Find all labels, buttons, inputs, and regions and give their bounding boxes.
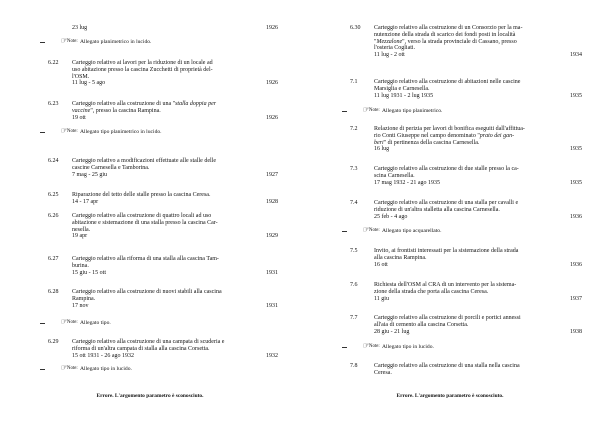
entry-line: Carteggio relativo alla costruzione di un Consorzio per la ma- [374, 25, 523, 31]
entry-year: 1928 [266, 198, 278, 205]
entry-line: Carteggio relativo a modificazioni effettuate alle stalle delle [72, 158, 216, 164]
entry-date: 11 lug - 5 ago [72, 80, 106, 87]
entry-line: "Mezzalone", verso la strada provinciale di Cassano, presso [374, 38, 517, 45]
note-hand-icon: ☞ [60, 36, 68, 45]
note-text: Allegato planimetrico in lucido. [80, 39, 152, 45]
note-dash [40, 323, 45, 324]
entry-number: 7.8 [350, 363, 358, 369]
entry-line: abitazione e sistemazione di una stalla presso la cascina Car- [72, 219, 218, 226]
note-text: Allegato tipo in lucido. [80, 366, 132, 372]
entry-year: 1931 [266, 302, 278, 309]
entry-line: all'aia di cemento alla cascina Corsetta. [374, 321, 469, 328]
note-dash [342, 111, 347, 112]
entry-line: nutenzione della strada di scarico dei fondi posti in località [374, 31, 516, 38]
note-hand-icon: ☞ [362, 341, 370, 350]
entry-line: Carteggio relativo alla riforma di una stalla alla cascina Tam- [72, 256, 219, 262]
entry-year: 1937 [570, 295, 582, 302]
entry-date: 19 apr [72, 233, 88, 240]
page-footer: Errore. L'argomento parametro è sconosciuto. [396, 393, 504, 399]
entry-line: riforma di un'altra campata di stalla alla cascina Corsetta. [72, 345, 210, 352]
entry-year: 1926 [266, 25, 278, 31]
entry-year: 1936 [570, 213, 582, 220]
entry-number: 7.6 [350, 282, 358, 288]
entry-line: alla cascina Rampina. [374, 254, 427, 261]
note-hand-icon: ☞ [60, 126, 68, 135]
entry-number: 6.26 [48, 213, 59, 219]
note-label: Note: [369, 228, 380, 233]
note-dash [40, 42, 45, 43]
entry-line: Riparazione del tetto delle stalle presso la cascina Ceresa. [72, 192, 211, 198]
entry-line: burina. [72, 262, 89, 269]
entry-year: 1932 [266, 352, 278, 359]
entry-line: l'osteria Cogliati. [374, 45, 416, 52]
entry-line: cascine Carnesella e Tamborina. [72, 164, 150, 171]
entry-line: Carteggio relativo alla costruzione di due stalle presso la ca- [374, 166, 519, 172]
entry-date: 19 ott [72, 114, 86, 121]
note-label: Note: [67, 129, 78, 134]
note-text: Allegato tipo planimetrico. [382, 108, 443, 114]
note-text: Allegato tipo acquarellato. [382, 228, 442, 234]
entry-number: 6.24 [48, 158, 59, 164]
entry-date: 11 giu [374, 295, 389, 302]
entry-number: 7.5 [350, 248, 358, 254]
entry-year: 1935 [570, 146, 582, 153]
entry-line: riduzione di un'altra stalletta alla cascina Carnesella. [374, 206, 500, 213]
entry-number: 6.27 [48, 256, 59, 262]
note-text: Allegato tipo. [80, 320, 111, 326]
entry-line: scina Carnesella. [374, 172, 415, 179]
note-label: Note: [67, 320, 78, 325]
note-label: Note: [369, 344, 380, 349]
entry-line: l'OSM. [72, 73, 90, 80]
entry-date: 17 mag 1932 - 21 ago 1935 [374, 179, 440, 186]
entry-date: 16 ott [374, 261, 388, 268]
note-label: Note: [369, 108, 380, 113]
page-footer: Errore. L'argomento parametro è sconosciuto. [96, 393, 204, 399]
entry-number: 6.23 [48, 101, 59, 107]
entry-year: 1929 [266, 233, 278, 240]
entry-year: 1935 [570, 92, 582, 99]
entry-line: Carteggio relativo alla costruzione di abitazioni nelle cascine [374, 79, 521, 85]
entry-line: Richiesta dell'OSM al CRA di un intervento per la sistema- [374, 282, 517, 288]
note-label: Note: [67, 366, 78, 371]
entry-line: Invito, ai frontisti interessati per la sistemazione della strada [374, 248, 519, 254]
entry-line: Carteggio relativo ai lavori per la riduzione di un locale ad [72, 60, 213, 66]
entry-line: Carteggio relativo alla costruzione di una campata di scuderia e [72, 339, 225, 345]
entry-number: 7.2 [350, 126, 358, 132]
entry-number: 6.25 [48, 192, 59, 198]
note-dash [342, 347, 347, 348]
entry-line: vaccine", presso la cascina Rampina. [72, 107, 161, 114]
entry-line: Carteggio relativo alla costruzione di porcili e portici annessi [374, 315, 521, 321]
entry-number: 6.22 [48, 60, 59, 66]
entry-date: 15 ott 1931 - 26 ago 1932 [72, 352, 134, 359]
entry-year: 1927 [266, 171, 278, 178]
entry-date: 23 lug [72, 25, 88, 31]
note-text: Allegato tipo planimetrico in lucido. [80, 129, 162, 135]
entry-line: Carteggio relativo alla costruzione di una stalla per cavalli e [374, 200, 519, 206]
entry-line: Carteggio relativo alla costruzione di nuovi stabili alla cascina [72, 289, 222, 295]
entry-number: 7.1 [350, 79, 358, 85]
entry-number: 7.7 [350, 315, 358, 321]
entry-date: 15 giu - 15 ott [72, 269, 106, 276]
note-label: Note: [67, 39, 78, 44]
entry-date: 28 giu - 21 lug [374, 328, 410, 335]
entry-line: nesella. [72, 226, 91, 233]
entry-year: 1934 [570, 52, 582, 59]
note-hand-icon: ☞ [60, 363, 68, 372]
entry-year: 1926 [266, 114, 278, 121]
entry-year: 1935 [570, 179, 582, 186]
note-dash [40, 132, 45, 133]
note-text: Allegato tipo in lucido. [382, 344, 434, 350]
entry-year: 1931 [266, 269, 278, 276]
note-dash [40, 369, 45, 370]
entry-line: Relazione di perizia per lavori di bonifica eseguiti dall'affittua- [374, 126, 525, 132]
entry-line: Ceresa. [374, 369, 392, 376]
note-hand-icon: ☞ [362, 105, 370, 114]
entry-line: Carteggio relativo alla costruzione di una stalla nella cascina [374, 363, 520, 369]
entry-date: 17 nov [72, 302, 89, 309]
entry-year: 1936 [570, 261, 582, 268]
entry-number: 7.4 [350, 200, 358, 206]
entry-line: zione della strada che porta alla cascina Ceresa. [374, 288, 489, 295]
note-hand-icon: ☞ [362, 225, 370, 234]
entry-line: Rampina. [72, 295, 96, 302]
entry-number: 6.28 [48, 289, 59, 295]
entry-line: uso abitazione presso la cascina Zucchetti di proprietà del- [72, 66, 213, 73]
note-hand-icon: ☞ [60, 317, 68, 326]
entry-line: beri" di pertinenza della cascina Carnesella. [374, 139, 480, 146]
entry-date: 11 lug - 2 ott [374, 52, 405, 59]
entry-number: 6.30 [350, 25, 361, 31]
entry-number: 7.3 [350, 166, 358, 172]
entry-line: Carteggio relativo alla costruzione di quattro locali ad uso [72, 213, 212, 219]
entry-date: 25 feb - 4 ago [374, 213, 408, 220]
entry-line: Carteggio relativo alla costruzione di una "stalla doppia per [72, 101, 217, 107]
note-dash [342, 231, 347, 232]
entry-number: 6.29 [48, 339, 59, 345]
entry-year: 1938 [570, 328, 582, 335]
entry-line: rio Conti Giuseppe nel campo denominato "prato dei gan- [374, 132, 515, 139]
entry-date: 7 mag - 25 giu [72, 171, 107, 178]
entry-date: 16 lug [374, 146, 390, 153]
entry-date: 14 - 17 apr [72, 198, 99, 205]
entry-date: 11 lug 1931 - 2 lug 1935 [374, 92, 434, 99]
right-page [300, 0, 600, 424]
entry-year: 1926 [266, 80, 278, 87]
entry-line: Marsiglia e Carnesella. [374, 85, 430, 92]
